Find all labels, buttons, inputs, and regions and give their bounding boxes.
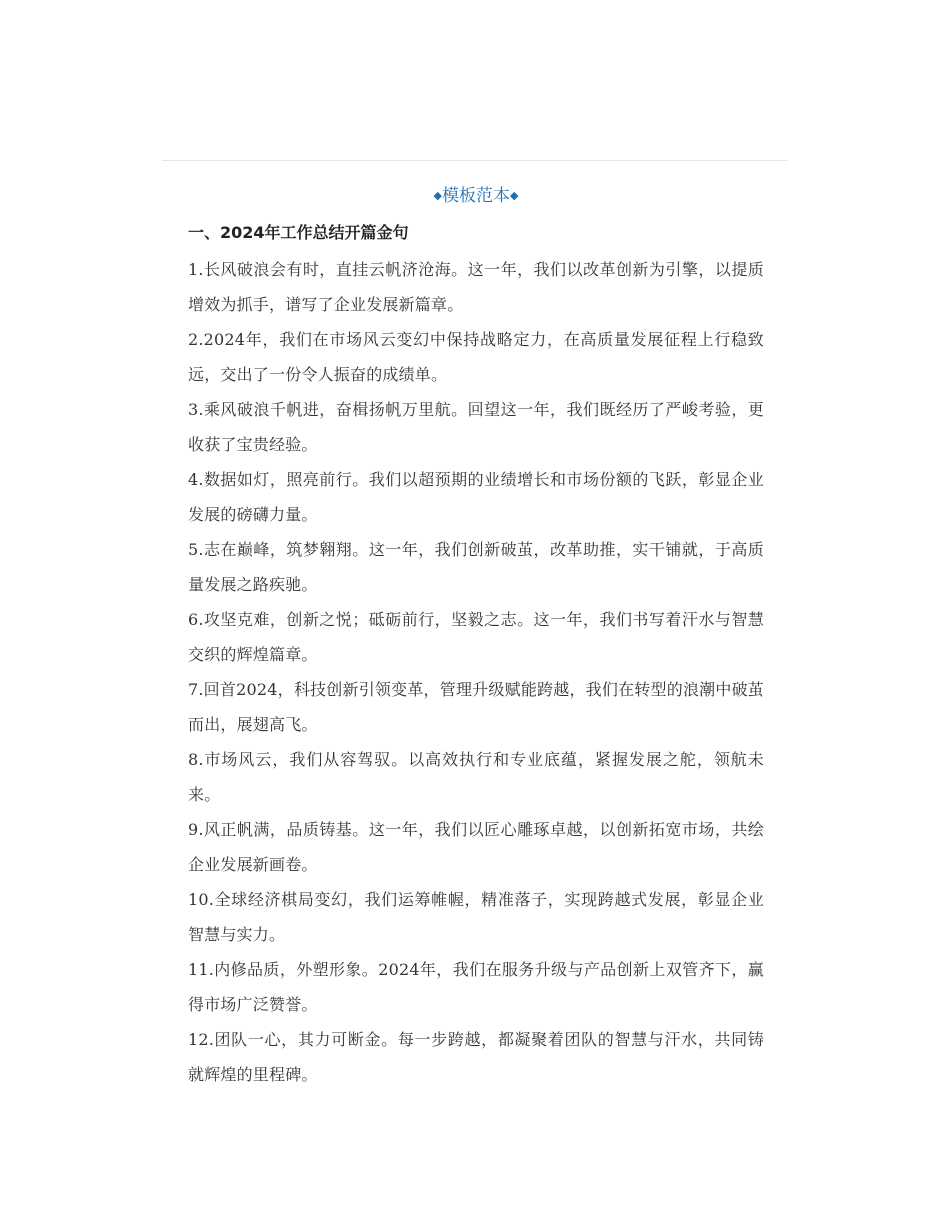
- template-tag-label: 模板范本: [442, 186, 510, 206]
- list-item: 8.市场风云，我们从容驾驭。以高效执行和专业底蕴，紧握发展之舵，领航未来。: [188, 750, 764, 804]
- list-item: 11.内修品质，外塑形象。2024年，我们在服务升级与产品创新上双管齐下，赢得市场广泛赞誉。: [188, 960, 764, 1014]
- list-item: 4.数据如灯，照亮前行。我们以超预期的业绩增长和市场份额的飞跃，彰显企业发展的磅礴力量。: [188, 470, 764, 524]
- template-tag: [188, 180, 764, 212]
- list-item: 5.志在巅峰，筑梦翱翔。这一年，我们创新破茧，改革助推，实干铺就，于高质量发展之路疾驰。: [188, 540, 764, 594]
- quote-list: [188, 252, 764, 1092]
- diamond-icon-right: ◆: [510, 189, 519, 202]
- list-item: 7.回首2024，科技创新引领变革，管理升级赋能跨越，我们在转型的浪潮中破茧而出，展翅高飞。: [188, 680, 764, 734]
- diamond-icon-left: ◆: [433, 189, 442, 202]
- list-item: 3.乘风破浪千帆进，奋楫扬帆万里航。回望这一年，我们既经历了严峻考验，更收获了宝贵经验。: [188, 400, 764, 454]
- list-item: 12.团队一心，其力可断金。每一步跨越，都凝聚着团队的智慧与汗水，共同铸就辉煌的里程碑。: [188, 1030, 764, 1084]
- document-body: [188, 180, 764, 1092]
- header-divider: [162, 160, 788, 161]
- list-item: 9.风正帆满，品质铸基。这一年，我们以匠心雕琢卓越，以创新拓宽市场，共绘企业发展新画卷。: [188, 820, 764, 874]
- list-item: 1.长风破浪会有时，直挂云帆济沧海。这一年，我们以改革创新为引擎，以提质增效为抓手，谱写了企业发展新篇章。: [188, 260, 764, 314]
- list-item: 10.全球经济棋局变幻，我们运筹帷幄，精准落子，实现跨越式发展，彰显企业智慧与实力。: [188, 890, 764, 944]
- list-item: 2.2024年，我们在市场风云变幻中保持战略定力，在高质量发展征程上行稳致远，交出了一份令人振奋的成绩单。: [188, 330, 764, 384]
- section-title: 一、2024年工作总结开篇金句: [188, 223, 409, 242]
- list-item: 6.攻坚克难，创新之悦；砥砺前行，坚毅之志。这一年，我们书写着汗水与智慧交织的辉煌篇章。: [188, 610, 764, 664]
